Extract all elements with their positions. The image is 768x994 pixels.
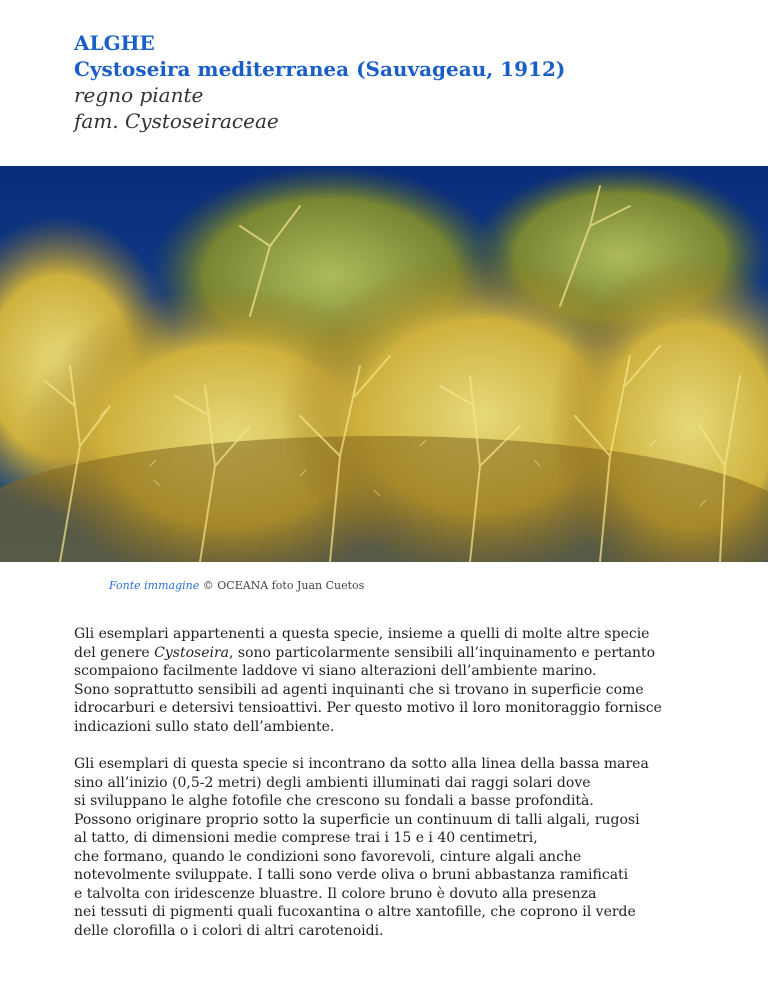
- paragraph-habitat: [74, 755, 714, 940]
- kingdom-label: regno piante: [74, 83, 204, 107]
- algae-photo: [0, 166, 768, 562]
- image-caption: [109, 579, 364, 593]
- image-source-link[interactable]: Fonte immagine: [109, 579, 200, 592]
- genus-name: Cystoseira: [154, 644, 230, 661]
- text-line: Sono soprattutto sensibili ad agenti inquinanti che si trovano in superficie come: [74, 681, 644, 698]
- text-line: indicazioni sullo stato dell’ambiente.: [74, 718, 335, 735]
- text-line: Gli esemplari appartenenti a questa specie, insieme a quelli di molte altre specie: [74, 626, 650, 642]
- text-line: idrocarburi e detersivi tensioattivi. Per questo motivo il loro monitoraggio fornisce: [74, 700, 662, 716]
- text-line: che formano, quando le condizioni sono favorevoli, cinture algali anche: [74, 848, 582, 865]
- family-label: fam. Cystoseiraceae: [74, 109, 279, 133]
- text-line: scompaiono facilmente laddove vi siano alterazioni dell’ambiente marino.: [74, 663, 597, 679]
- header: [74, 30, 714, 134]
- species-title: Cystoseira mediterranea (Sauvageau, 1912): [74, 57, 566, 81]
- text-line: Possono originare proprio sotto la superficie un continuum di talli algali, rugosi: [74, 811, 640, 828]
- copyright-text: © OCEANA foto Juan Cuetos: [202, 579, 365, 592]
- text-line: notevolmente sviluppate. I talli sono verde oliva o bruni abbastanza ramificati: [74, 867, 629, 883]
- text-line: nei tessuti di pigmenti quali fucoxantina o altre xantofille, che coprono il verde: [74, 904, 636, 920]
- category-title: ALGHE: [74, 31, 155, 55]
- text-segment: del genere: [74, 644, 155, 661]
- paragraph-sensitivity: [74, 625, 714, 736]
- text-segment: , sono particolarmente sensibili all’inquinamento e pertanto: [229, 644, 656, 661]
- text-line: [74, 644, 714, 663]
- text-line: sino all’inizio (0,5-2 metri) degli ambienti illuminati dai raggi solari dove: [74, 774, 591, 791]
- text-line: delle clorofilla o i colori di altri carotenoidi.: [74, 922, 384, 939]
- text-line: si sviluppano le alghe fotofile che crescono su fondali a basse profondità.: [74, 793, 594, 809]
- text-line: e talvolta con iridescenze bluastre. Il colore bruno è dovuto alla presenza: [74, 885, 597, 902]
- text-line: al tatto, di dimensioni medie comprese trai i 15 e i 40 centimetri,: [74, 830, 538, 846]
- algae-photo-illustration: [0, 166, 768, 562]
- text-line: Gli esemplari di questa specie si incontrano da sotto alla linea della bassa marea: [74, 756, 649, 772]
